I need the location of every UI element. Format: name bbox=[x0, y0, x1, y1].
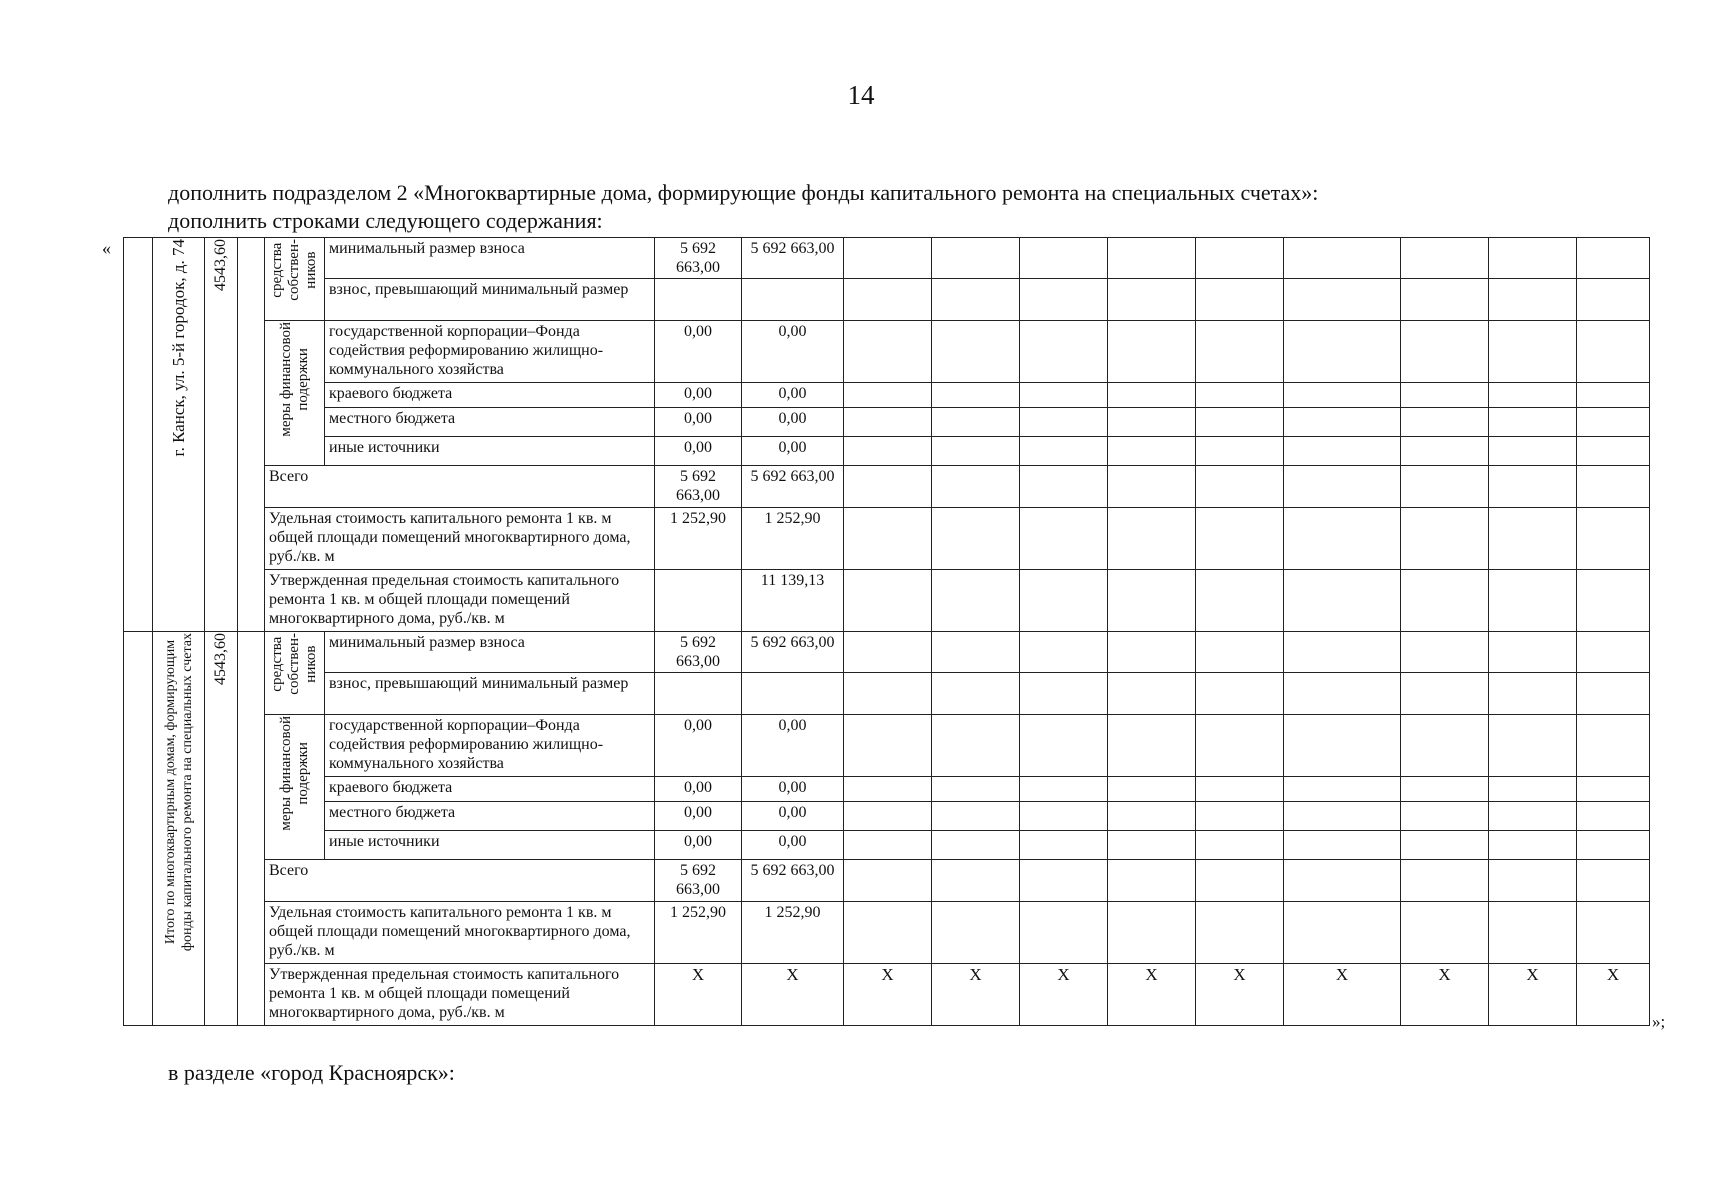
support-measures-header: меры финансовой подержки bbox=[265, 715, 325, 860]
value-cell: 0,00 bbox=[655, 777, 742, 802]
value-cell: 5 692 663,00 bbox=[742, 860, 844, 902]
row-label: государственной корпорации–Фонда содействия реформированию жилищно-коммунального хозяйства bbox=[325, 321, 655, 383]
not-applicable-mark: Х bbox=[1489, 964, 1577, 1026]
not-applicable-mark: Х bbox=[655, 964, 742, 1026]
not-applicable-mark: Х bbox=[1401, 964, 1489, 1026]
not-applicable-mark: Х bbox=[1196, 964, 1284, 1026]
spacer-cell bbox=[238, 238, 265, 632]
value-cell: 5 692 663,00 bbox=[655, 238, 742, 279]
value-cell: 0,00 bbox=[742, 715, 844, 777]
table-row bbox=[124, 632, 1650, 673]
table-row bbox=[124, 902, 1650, 964]
row-label: минимальный размер взноса bbox=[325, 632, 655, 673]
row-label: Утвержденная предельная стоимость капитального ремонта 1 кв. м общей площади помещений многоквартирного дома, руб./кв. м bbox=[265, 570, 655, 632]
value-cell bbox=[655, 570, 742, 632]
table-row bbox=[124, 673, 1650, 715]
owners-funds-header: средства собствен- ников bbox=[265, 238, 325, 321]
area-cell bbox=[205, 238, 238, 632]
row-label: Всего bbox=[265, 466, 655, 508]
value-cell: 5 692 663,00 bbox=[742, 466, 844, 508]
value-cell: 5 692 663,00 bbox=[655, 860, 742, 902]
value-cell: 0,00 bbox=[742, 321, 844, 383]
table-row bbox=[124, 238, 1650, 279]
row-label: краевого бюджета bbox=[325, 777, 655, 802]
table-row bbox=[124, 279, 1650, 321]
row-label: взнос, превышающий минимальный размер bbox=[325, 279, 655, 321]
table-row bbox=[124, 466, 1650, 508]
row-label: минимальный размер взноса bbox=[325, 238, 655, 279]
intro-line-1: дополнить подразделом 2 «Многоквартирные дома, формирующие фонды капитального ремонта на специальных счетах»: bbox=[168, 180, 1319, 205]
value-cell: 5 692 663,00 bbox=[742, 238, 844, 279]
table-row bbox=[124, 437, 1650, 466]
value-cell: 1 252,90 bbox=[655, 902, 742, 964]
row-label: иные источники bbox=[325, 831, 655, 860]
not-applicable-mark: Х bbox=[742, 964, 844, 1026]
support-measures-header: меры финансовой подержки bbox=[265, 321, 325, 466]
table-row bbox=[124, 508, 1650, 570]
value-cell: 0,00 bbox=[742, 831, 844, 860]
owners-funds-header: средства собствен- ников bbox=[265, 632, 325, 715]
value-cell: 0,00 bbox=[655, 383, 742, 408]
table-row bbox=[124, 777, 1650, 802]
value-cell: 0,00 bbox=[655, 831, 742, 860]
value-cell: 5 692 663,00 bbox=[655, 466, 742, 508]
spacer-cell bbox=[238, 632, 265, 1026]
value-cell: 0,00 bbox=[655, 715, 742, 777]
row-label: взнос, превышающий минимальный размер bbox=[325, 673, 655, 715]
value-cell: 0,00 bbox=[655, 408, 742, 437]
not-applicable-mark: Х bbox=[1108, 964, 1196, 1026]
row-label: местного бюджета bbox=[325, 802, 655, 831]
value-cell: 0,00 bbox=[742, 408, 844, 437]
totals-title-cell: Итого по многоквартирным домам, формирующим фонды капитального ремонта на специальных счетах bbox=[153, 632, 205, 1026]
value-cell: 1 252,90 bbox=[742, 902, 844, 964]
page-number: 14 bbox=[847, 80, 875, 110]
value-cell: 0,00 bbox=[655, 802, 742, 831]
not-applicable-mark: Х bbox=[1020, 964, 1108, 1026]
value-cell: 1 252,90 bbox=[655, 508, 742, 570]
value-cell: 5 692 663,00 bbox=[742, 632, 844, 673]
value-cell: 0,00 bbox=[655, 321, 742, 383]
row-label: краевого бюджета bbox=[325, 383, 655, 408]
index-cell bbox=[124, 238, 153, 632]
address-cell bbox=[153, 238, 205, 632]
value-cell: 0,00 bbox=[742, 777, 844, 802]
row-label: Утвержденная предельная стоимость капитального ремонта 1 кв. м общей площади помещений многоквартирного дома, руб./кв. м bbox=[265, 964, 655, 1026]
intro-line-2: дополнить строками следующего содержания: bbox=[168, 208, 603, 233]
row-label: государственной корпорации–Фонда содействия реформированию жилищно-коммунального хозяйства bbox=[325, 715, 655, 777]
value-cell: 0,00 bbox=[742, 802, 844, 831]
area-value: 4543,60 bbox=[212, 239, 229, 291]
area-cell bbox=[205, 632, 238, 1026]
row-label: Удельная стоимость капитального ремонта 1 кв. м общей площади помещений многоквартирного дома, руб./кв. м bbox=[265, 902, 655, 964]
row-label: местного бюджета bbox=[325, 408, 655, 437]
table-row bbox=[124, 802, 1650, 831]
not-applicable-mark: Х bbox=[932, 964, 1020, 1026]
not-applicable-mark: Х bbox=[1577, 964, 1650, 1026]
table-row bbox=[124, 964, 1650, 1026]
not-applicable-mark: Х bbox=[1284, 964, 1401, 1026]
opening-quote: « bbox=[102, 238, 111, 258]
table-row bbox=[124, 383, 1650, 408]
closing-quote: »; bbox=[1652, 1012, 1666, 1031]
table-row bbox=[124, 831, 1650, 860]
row-label: Всего bbox=[265, 860, 655, 902]
address-label: г. Канск, ул. 5-й городок, д. 74 bbox=[169, 239, 188, 457]
table-row bbox=[124, 321, 1650, 383]
table-row bbox=[124, 860, 1650, 902]
row-label: Удельная стоимость капитального ремонта 1 кв. м общей площади помещений многоквартирного дома, руб./кв. м bbox=[265, 508, 655, 570]
amendment-table bbox=[123, 237, 1650, 1026]
area-value: 4543,60 bbox=[212, 633, 229, 685]
value-cell: 11 139,13 bbox=[742, 570, 844, 632]
value-cell: 0,00 bbox=[742, 437, 844, 466]
value-cell: 1 252,90 bbox=[742, 508, 844, 570]
index-cell bbox=[124, 632, 153, 1026]
value-cell: 5 692 663,00 bbox=[655, 632, 742, 673]
footer-text: в разделе «город Красноярск»: bbox=[168, 1060, 455, 1085]
table-row bbox=[124, 715, 1650, 777]
table-row bbox=[124, 570, 1650, 632]
value-cell: 0,00 bbox=[742, 383, 844, 408]
row-label: иные источники bbox=[325, 437, 655, 466]
value-cell: 0,00 bbox=[655, 437, 742, 466]
not-applicable-mark: Х bbox=[844, 964, 932, 1026]
table-row bbox=[124, 408, 1650, 437]
